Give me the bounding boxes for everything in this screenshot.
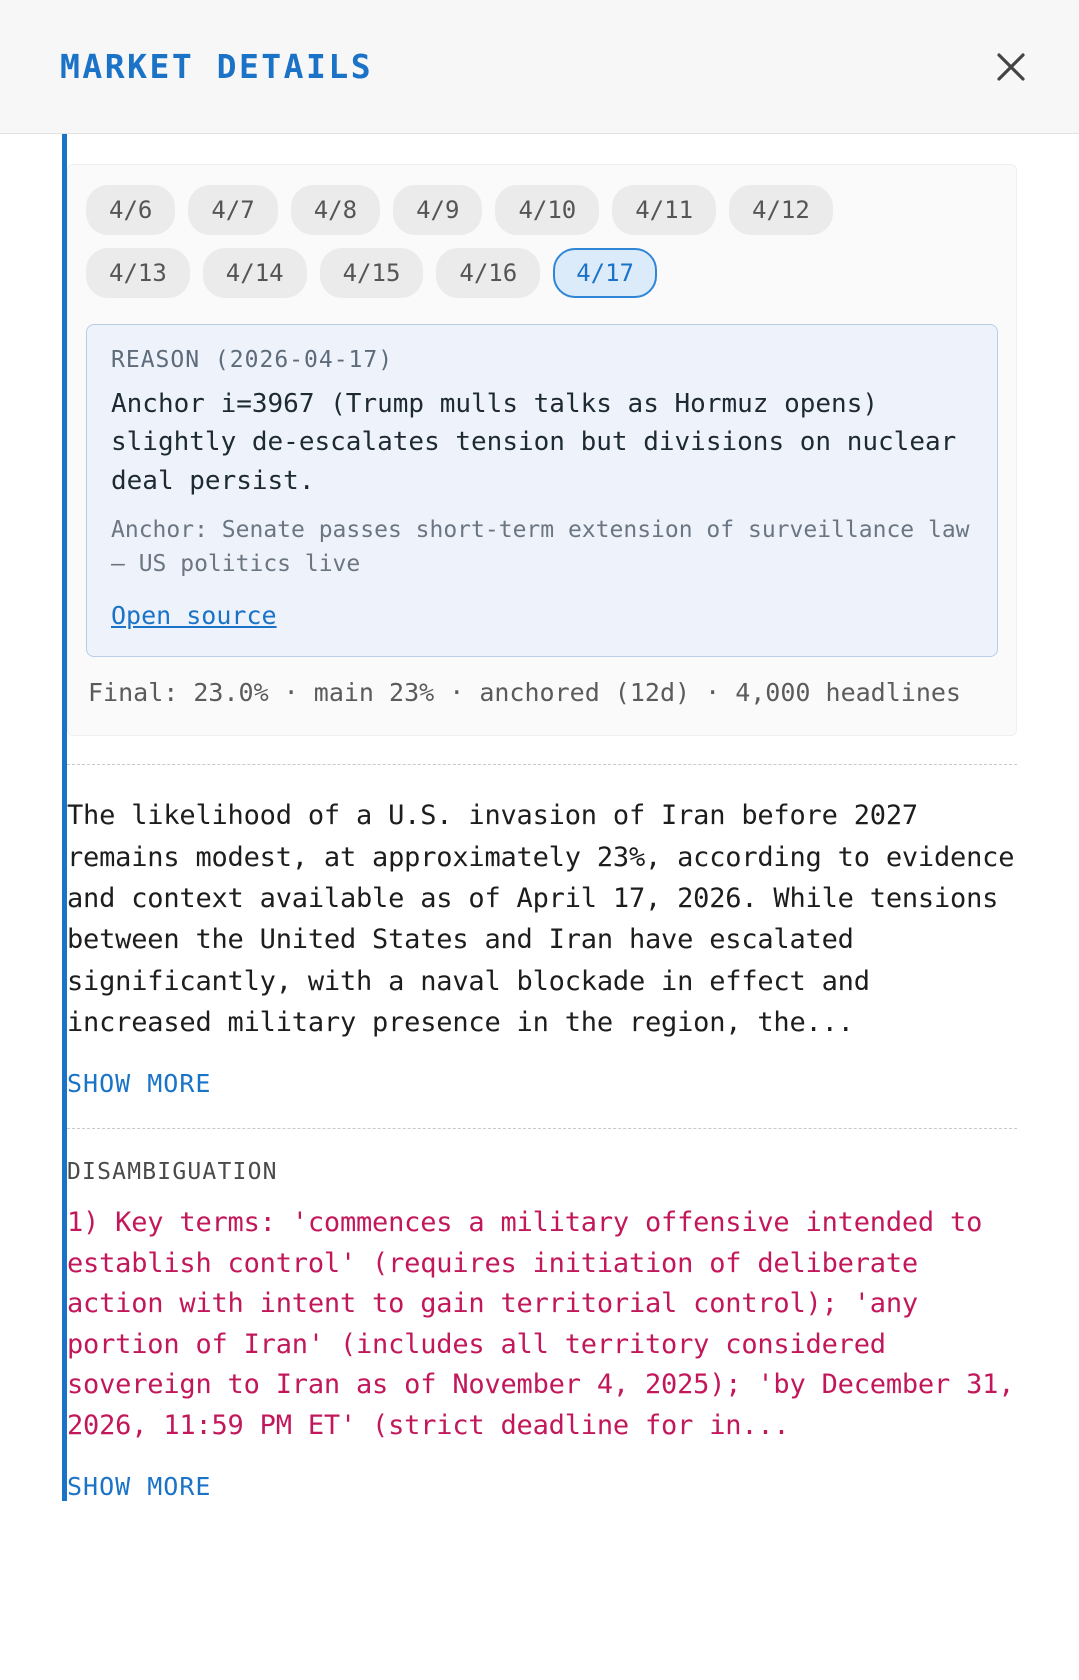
accent-rail [62,134,67,1501]
day-chip[interactable]: 4/13 [86,248,190,298]
day-chip[interactable]: 4/14 [203,248,307,298]
disambiguation-text: 1) Key terms: 'commences a military offensive intended to establish control' (requires initiation of deliberate action with intent to gain territorial control); 'any portion of Iran' (includes all territory considered sovereign to Iran as of November 4, 2025); 'by December 31, 2026, 11:59 PM ET' (strict deadline for in... [67,1207,1015,1441]
day-chip[interactable]: 4/8 [291,185,380,235]
close-icon[interactable] [983,39,1039,95]
day-chip[interactable]: 4/12 [729,185,833,235]
day-chip[interactable]: 4/11 [612,185,716,235]
day-chip[interactable]: 4/16 [436,248,540,298]
summary-show-more-button[interactable]: SHOW MORE [67,1069,212,1099]
day-selector-panel [67,164,1017,736]
divider [67,1128,1017,1129]
day-chip[interactable]: 4/9 [393,185,482,235]
day-chip[interactable]: 4/7 [188,185,277,235]
day-chip-row-1 [86,185,998,235]
reason-box [86,324,998,657]
day-chip[interactable]: 4/6 [86,185,175,235]
modal-header [0,0,1079,134]
day-chip[interactable]: 4/10 [495,185,599,235]
page-title: MARKET DETAILS [60,47,374,86]
reason-text: Anchor i=3967 (Trump mulls talks as Hormuz opens) slightly de-escalates tension but divisions on nuclear deal persist. [111,389,957,496]
day-chip[interactable]: 4/15 [320,248,424,298]
reason-label: REASON (2026-04-17) [111,347,394,373]
details-content [67,134,1017,1501]
day-chip-row-2 [86,248,998,298]
summary-text: The likelihood of a U.S. invasion of Iran before 2027 remains modest, at approximately 23%, according to evidence and context available as of April 17, 2026. While tensions between the United States and Iran have escalated significantly, with a naval blockade in effect and increased military presence in the region, the... [67,800,1015,1038]
disambiguation-label: DISAMBIGUATION [67,1159,278,1186]
divider [67,764,1017,765]
day-chip-selected[interactable]: 4/17 [553,248,657,298]
disambiguation-show-more-button[interactable]: SHOW MORE [67,1472,212,1502]
modal-body [0,134,1079,1501]
open-source-link[interactable]: Open source [111,601,277,631]
final-stats-line: Final: 23.0% · main 23% · anchored (12d) · 4,000 headlines [88,678,961,708]
reason-anchor-text: Anchor: Senate passes short-term extension of surveillance law – US politics live [111,517,970,577]
